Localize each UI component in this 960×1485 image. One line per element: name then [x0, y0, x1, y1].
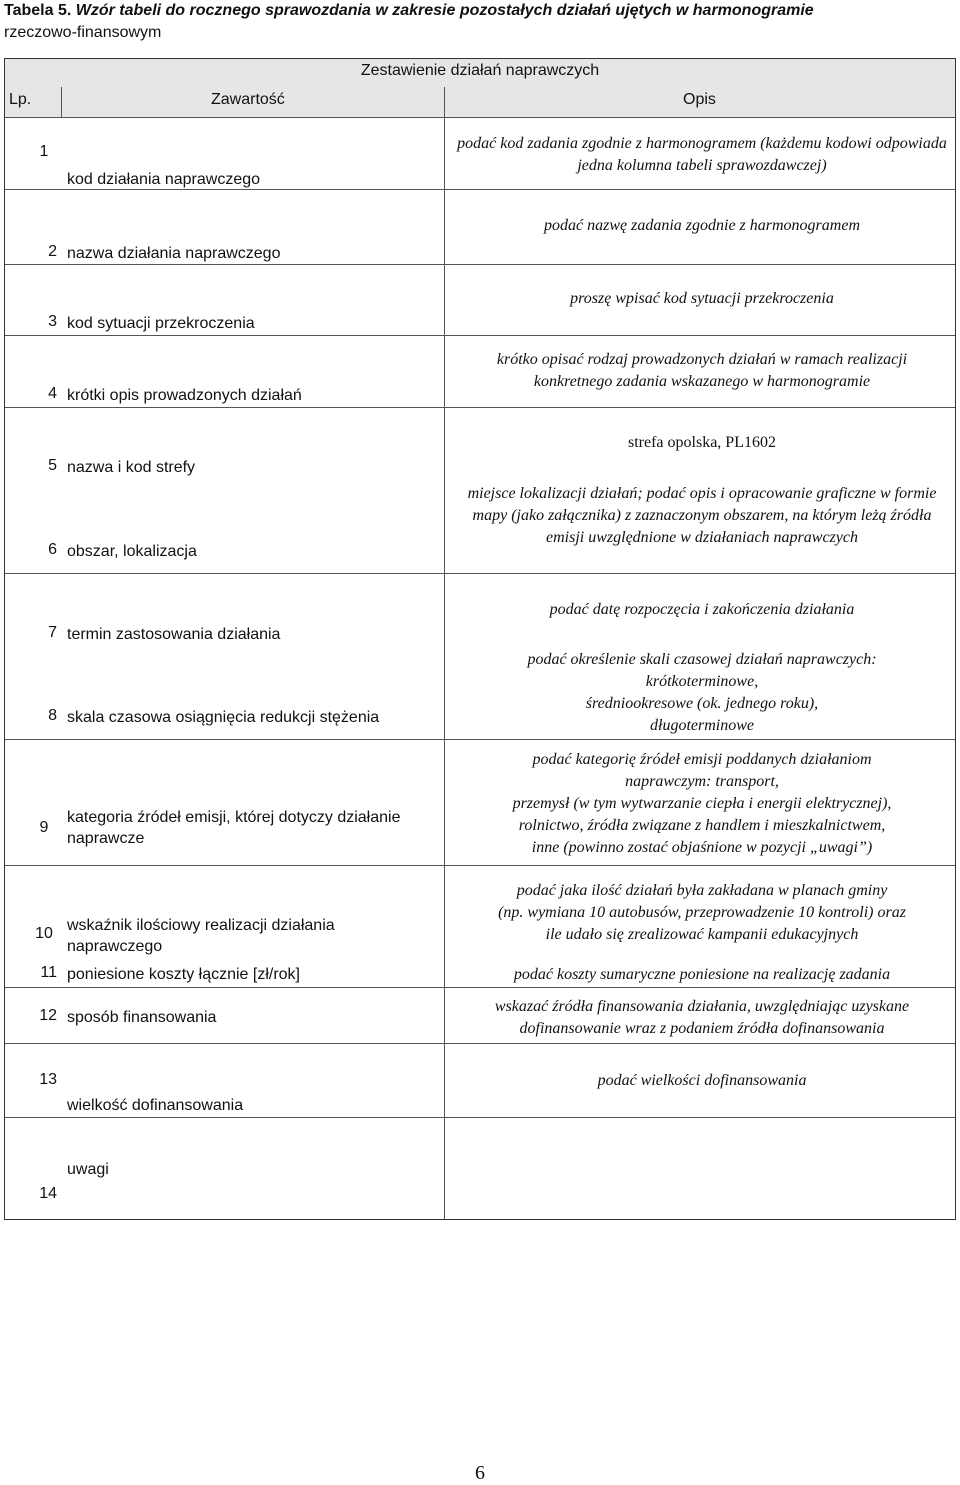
row-number: 5 — [48, 457, 57, 474]
row-divider — [5, 335, 955, 336]
row-content: obszar, lokalizacja — [67, 543, 197, 560]
row-divider — [5, 573, 955, 574]
row-content: uwagi — [67, 1161, 109, 1178]
row-divider — [5, 407, 955, 408]
row-description-line: podać wielkości dofinansowania — [597, 1072, 807, 1089]
row-description — [449, 749, 955, 859]
row-content: poniesione koszty łącznie [zł/rok] — [67, 966, 300, 983]
row-description-line: inne (powinno zostać objaśnione w pozycji „uwagi”) — [531, 839, 873, 856]
row-content: kategoria źródeł emisji, której dotyczy działanie naprawcze — [67, 809, 401, 847]
row-content: kod sytuacji przekroczenia — [67, 315, 255, 332]
row-content: krótki opis prowadzonych działań — [67, 387, 302, 404]
row-description-line: ile udało się zrealizować kampanii edukacyjnych — [545, 926, 859, 943]
row-content: nazwa działania naprawczego — [67, 245, 281, 262]
table-caption — [4, 0, 954, 44]
row-number: 14 — [39, 1185, 57, 1202]
column-header-opis: Opis — [683, 91, 716, 108]
row-divider — [5, 264, 955, 265]
row-description-line: rolnictwo, źródła związane z handlem i mieszkalnictwem, — [518, 817, 886, 834]
row-number: 10 — [35, 925, 53, 942]
row-description — [449, 133, 955, 177]
row-description — [449, 964, 955, 986]
row-description-line: podać określenie skali czasowej działań naprawczych: — [527, 651, 877, 668]
row-description-line: podać nazwę zadania zgodnie z harmonogramem — [544, 217, 860, 234]
row-description — [449, 349, 955, 393]
row-content: termin zastosowania działania — [67, 626, 281, 643]
row-number: 7 — [48, 624, 57, 641]
row-content: skala czasowa osiągnięcia redukcji stężenia — [67, 709, 380, 726]
row-description-line: naprawczym: transport, — [625, 773, 779, 790]
row-description-line: miejsce lokalizacji działań; podać opis i opracowanie graficzne w formie mapy (jako załącznika) z zaznaczonym obszarem, na którym leżą źródła emisji uwzględnione w działaniach naprawczych — [467, 485, 937, 546]
column-header-content: Zawartość — [211, 91, 285, 108]
row-number: 4 — [48, 385, 57, 402]
row-description-line: podać jaka ilość działań była zakładana w planach gminy — [516, 882, 888, 899]
row-description — [449, 215, 955, 237]
column-divider — [444, 87, 445, 1219]
row-description-line: podać koszty sumaryczne poniesione na realizację zadania — [513, 966, 891, 983]
row-divider — [5, 739, 955, 740]
row-divider — [5, 865, 955, 866]
row-number: 12 — [39, 1007, 57, 1024]
row-content: sposób finansowania — [67, 1009, 217, 1026]
row-description-line: wskazać źródła finansowania działania, uwzględniając uzyskane — [494, 998, 910, 1015]
row-description — [449, 599, 955, 621]
row-description — [449, 880, 955, 946]
actions-table — [4, 58, 956, 1220]
row-number: 3 — [48, 313, 57, 330]
row-number: 6 — [48, 541, 57, 558]
row-number: 11 — [40, 964, 57, 981]
row-description — [449, 649, 955, 737]
row-description-line: podać datę rozpoczęcia i zakończenia działania — [549, 601, 855, 618]
column-divider — [61, 87, 62, 117]
caption-label: Tabela 5. — [4, 2, 72, 19]
row-description-line: dofinansowanie wraz z podaniem źródła dofinansowania — [519, 1020, 885, 1037]
row-description — [449, 1070, 955, 1092]
row-description-line: przemysł (w tym wytwarzanie ciepła i energii elektrycznej), — [512, 795, 892, 812]
row-description-line: krótko opisać rodzaj prowadzonych działań w ramach realizacji konkretnego zadania wskazanego w harmonogramie — [496, 351, 908, 390]
row-description-line: krótkoterminowe, — [645, 673, 759, 690]
page-number: 6 — [475, 1462, 485, 1484]
row-description — [449, 996, 955, 1040]
row-number: 13 — [39, 1071, 57, 1088]
row-description-line: proszę wpisać kod sytuacji przekroczenia — [570, 290, 834, 307]
row-number: 8 — [48, 707, 57, 724]
row-description-line: strefa opolska, PL1602 — [628, 434, 776, 451]
row-divider — [5, 987, 955, 988]
column-headers — [5, 87, 955, 118]
row-number: 1 — [39, 143, 49, 160]
row-content: wielkość dofinansowania — [67, 1097, 244, 1114]
row-description-line: (np. wymiana 10 autobusów, przeprowadzenie 10 kontroli) oraz — [498, 904, 906, 921]
caption-title: Wzór tabeli do rocznego sprawozdania w zakresie pozostałych działań ujętych w harmonogramie — [75, 2, 814, 19]
row-description — [449, 432, 955, 454]
row-description — [449, 288, 955, 310]
row-content: wskaźnik ilościowy realizacji działania naprawczego — [67, 917, 335, 955]
caption-title-rest: rzeczowo-finansowym — [4, 24, 162, 41]
row-divider — [5, 1117, 955, 1118]
row-number: 9 — [39, 819, 49, 836]
column-header-lp: Lp. — [9, 91, 32, 108]
table-header-title: Zestawienie działań naprawczych — [360, 62, 600, 79]
row-description — [449, 483, 955, 549]
row-description-line: długoterminowe — [650, 717, 754, 734]
row-description-line: podać kod zadania zgodnie z harmonogramem (każdemu kodowi odpowiada jedna kolumna tabeli sprawozdawczej) — [457, 135, 947, 174]
row-content: kod działania naprawczego — [67, 171, 261, 188]
table-header — [5, 59, 955, 88]
row-description-line: podać kategorię źródeł emisji poddanych działaniom — [532, 751, 872, 768]
row-description-line: średniookresowe (ok. jednego roku), — [585, 695, 819, 712]
row-number: 2 — [48, 243, 57, 260]
row-content: nazwa i kod strefy — [67, 459, 196, 476]
row-divider — [5, 1043, 955, 1044]
